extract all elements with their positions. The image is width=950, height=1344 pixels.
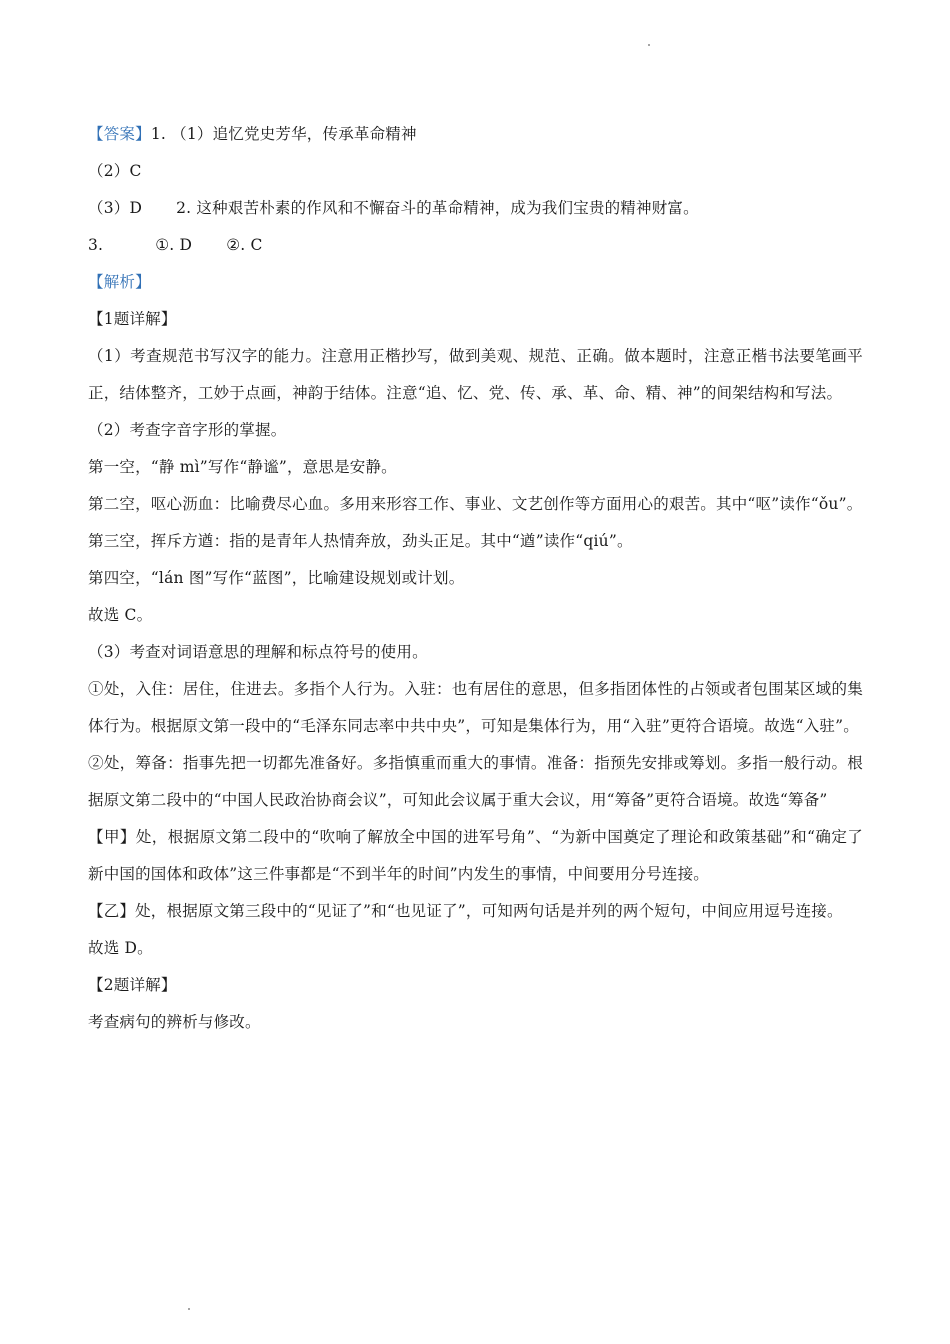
page-mark-top — [648, 44, 650, 46]
paragraph: 【乙】处，根据原文第三段中的“见证了”和“也见证了”，可知两句话是并列的两个短句，中间应用逗号连接。 — [88, 902, 843, 920]
page-mark-bottom — [188, 1308, 190, 1310]
paragraph: 故选 D。 — [88, 939, 153, 957]
document-body — [88, 116, 863, 1041]
paragraph: 第一空，“静 mì”写作“静谧”，意思是安静。 — [88, 458, 397, 476]
answer-label: 【答案】 — [88, 125, 151, 143]
answer-text-1: 1. （1）追忆党史芳华，传承革命精神 — [150, 125, 417, 143]
analysis-label: 【解析】 — [88, 273, 151, 291]
question-1-header: 【1题详解】 — [88, 310, 177, 328]
answer-line-3 — [88, 190, 863, 227]
paragraph: 第二空，呕心沥血：比喻费尽心血。多用来形容工作、事业、文艺创作等方面用心的艰苦。其中“呕”读作“ǒu”。 — [88, 495, 863, 513]
answer-text-3a: （3）D — [88, 199, 143, 217]
paragraph: 第四空，“lán 图”写作“蓝图”，比喻建设规划或计划。 — [88, 569, 465, 587]
paragraph: （3）考查对词语意思的理解和标点符号的使用。 — [88, 643, 428, 661]
paragraph: 考查病句的辨析与修改。 — [88, 1013, 261, 1031]
paragraph: （2）考查字音字形的掌握。 — [88, 421, 287, 439]
paragraph: （1）考查规范书写汉字的能力。注意用正楷抄写，做到美观、规范、正确。做本题时，注意正楷书法要笔画平正，结体整齐，工妙于点画，神韵于结体。注意“追、忆、党、传、承、革、命、精、神”的间架结构和写法。 — [88, 347, 863, 402]
answer-line-4 — [88, 227, 863, 264]
paragraph: ②处，筹备：指事先把一切都先准备好。多指慎重而重大的事情。准备：指预先安排或筹划。多指一般行动。根据原文第二段中的“中国人民政治协商会议”，可知此会议属于重大会议，用“筹备”更符合语境。故选“筹备” — [88, 754, 863, 809]
answer-line-2: （2）C — [88, 162, 142, 180]
answer-text-4a: 3. — [88, 236, 104, 254]
paragraph: 第三空，挥斥方遒：指的是青年人热情奔放，劲头正足。其中“遒”读作“qiú”。 — [88, 532, 633, 550]
answer-text-4c: ②. C — [226, 236, 263, 254]
answer-text-3b: 2. 这种艰苦朴素的作风和不懈奋斗的革命精神，成为我们宝贵的精神财富。 — [176, 199, 699, 217]
question-2-header: 【2题详解】 — [88, 976, 177, 994]
paragraph: 【甲】处，根据原文第二段中的“吹响了解放全中国的进军号角”、“为新中国奠定了理论和政策基础”和“确定了新中国的国体和政体”这三件事都是“不到半年的时间”内发生的事情，中间要用分号连接。 — [88, 828, 863, 883]
paragraph: ①处，入住：居住，住进去。多指个人行为。入驻：也有居住的意思，但多指团体性的占领或者包围某区域的集体行为。根据原文第一段中的“毛泽东同志率中共中央”，可知是集体行为，用“入驻”更符合语境。故选“入驻”。 — [88, 680, 863, 735]
answer-text-4b: ①. D — [155, 236, 193, 254]
paragraph: 故选 C。 — [88, 606, 153, 624]
answer-line-1 — [88, 116, 863, 153]
